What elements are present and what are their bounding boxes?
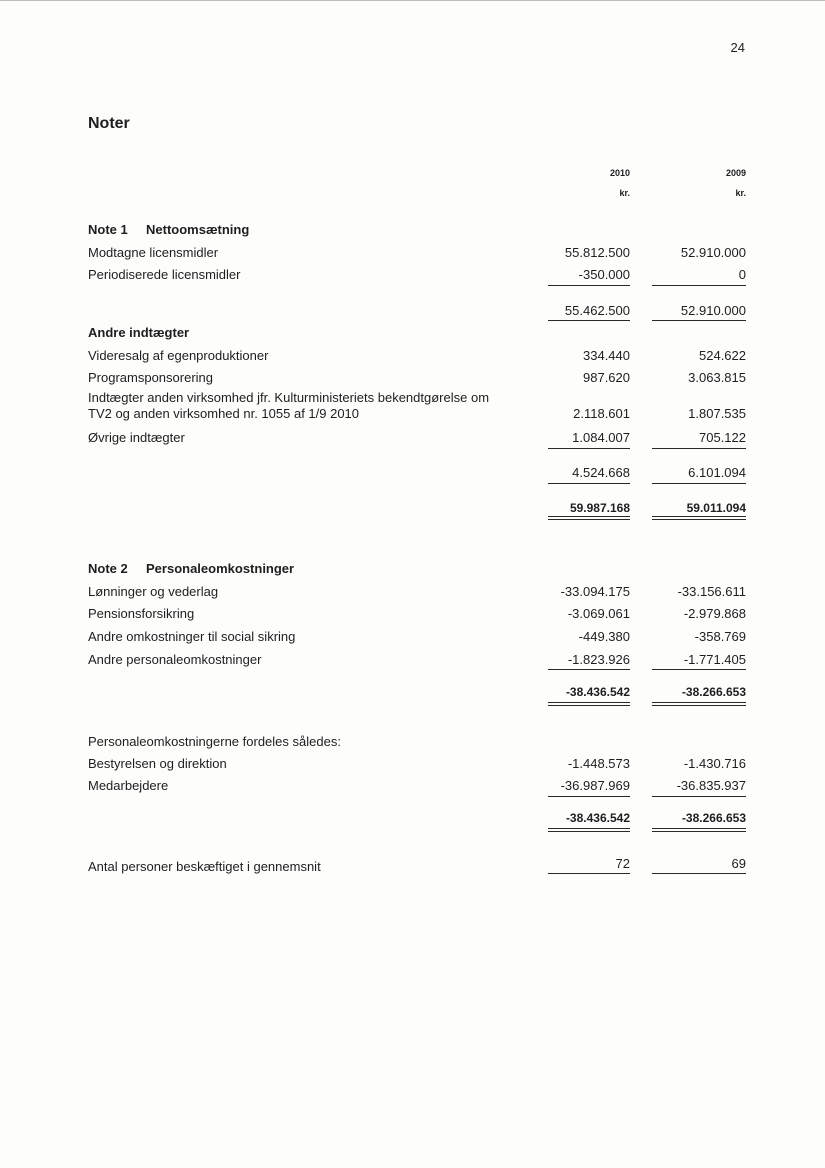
value-2010: 987.620 [583,370,630,385]
double-rule [548,516,630,520]
value-2010: -33.094.175 [560,584,630,599]
row-label: Pensionsforsikring [88,606,195,621]
sum-rule [548,796,630,797]
page-number: 24 [730,40,745,55]
employees-2009: 69 [731,856,746,871]
double-rule [652,516,746,520]
sum-rule [548,483,630,484]
double-rule [548,828,630,832]
sum-rule [652,796,746,797]
value-2009: -2.979.868 [683,606,746,621]
total-2010: 59.987.168 [569,501,630,515]
note2-number: Note 2 [88,561,128,576]
value-2009: 705.122 [699,430,746,445]
note1-title: Nettoomsætning [146,222,250,237]
total-2009: -38.266.653 [681,685,746,699]
row-label: Andre personaleomkostninger [88,652,262,667]
value-2009: -36.835.937 [676,778,746,793]
value-2010: -449.380 [578,629,630,644]
total-2010: -38.436.542 [565,685,630,699]
sum-rule [548,873,630,874]
top-rule [0,0,825,1]
row-label: Modtagne licensmidler [88,245,219,260]
value-2010: -350.000 [578,267,630,282]
row-label: Periodiserede licensmidler [88,267,241,282]
value-2009: 524.622 [699,348,746,363]
distribution-heading: Personaleomkostningerne fordeles således: [88,734,341,749]
sum-rule [652,669,746,670]
sum-rule [652,448,746,449]
total-2009: 59.011.094 [686,501,746,515]
column-header-unit-2009: kr. [735,188,746,198]
column-header-year-2010: 2010 [609,168,630,178]
page-title: Noter [88,115,130,132]
column-header-year-2009: 2009 [725,168,746,178]
total-2009: -38.266.653 [681,811,746,825]
employees-2010: 72 [615,856,630,871]
note2-heading [88,561,294,576]
value-2009: 52.910.000 [680,245,746,260]
sum-rule [548,669,630,670]
sum-rule [652,873,746,874]
value-2010: 2.118.601 [573,406,630,421]
value-2010: 1.084.007 [572,430,630,445]
value-2009: -358.769 [694,629,746,644]
value-2009: -33.156.611 [677,584,746,599]
sum-rule [652,320,746,321]
subtotal-2009: 6.101.094 [688,465,746,480]
value-2010: -1.448.573 [567,756,630,771]
value-2010: 334.440 [583,348,630,363]
value-2010: 55.812.500 [564,245,630,260]
row-label: Programsponsorering [88,370,214,385]
value-2010: -36.987.969 [560,778,630,793]
note2-title: Personaleomkostninger [146,561,295,576]
sum-rule [652,285,746,286]
row-label-line1: Indtægter anden virksomhed jfr. Kulturministeriets bekendtgørelse om [88,390,490,405]
column-header-unit-2010: kr. [619,188,630,198]
double-rule [548,702,630,706]
subtotal-2010: 4.524.668 [572,465,630,480]
value-2009: -1.430.716 [683,756,746,771]
sum-rule [652,483,746,484]
other-income-heading: Andre indtægter [88,325,190,340]
value-2010: -1.823.926 [567,652,630,667]
employees-label: Antal personer beskæftiget i gennemsnit [88,859,321,874]
value-2009: -1.771.405 [683,652,746,667]
row-label-line2: TV2 og anden virksomhed nr. 1055 af 1/9 2010 [88,406,360,421]
total-2010: -38.436.542 [565,811,630,825]
value-2010: -3.069.061 [567,606,630,621]
sum-rule [548,285,630,286]
row-label: Lønninger og vederlag [88,584,219,599]
double-rule [652,828,746,832]
row-label: Andre omkostninger til social sikring [88,629,296,644]
value-2009: 0 [738,267,746,282]
sum-rule [548,320,630,321]
row-label: Øvrige indtægter [88,430,185,445]
row-label: Medarbejdere [88,778,169,793]
row-label: Videresalg af egenproduktioner [88,348,269,363]
subtotal-2010: 55.462.500 [564,303,630,318]
note1-number: Note 1 [88,222,128,237]
sum-rule [548,448,630,449]
value-2009: 3.063.815 [688,370,746,385]
subtotal-2009: 52.910.000 [680,303,746,318]
value-2009: 1.807.535 [688,406,746,421]
double-rule [652,702,746,706]
row-label: Bestyrelsen og direktion [88,756,227,771]
note1-heading [88,222,249,237]
